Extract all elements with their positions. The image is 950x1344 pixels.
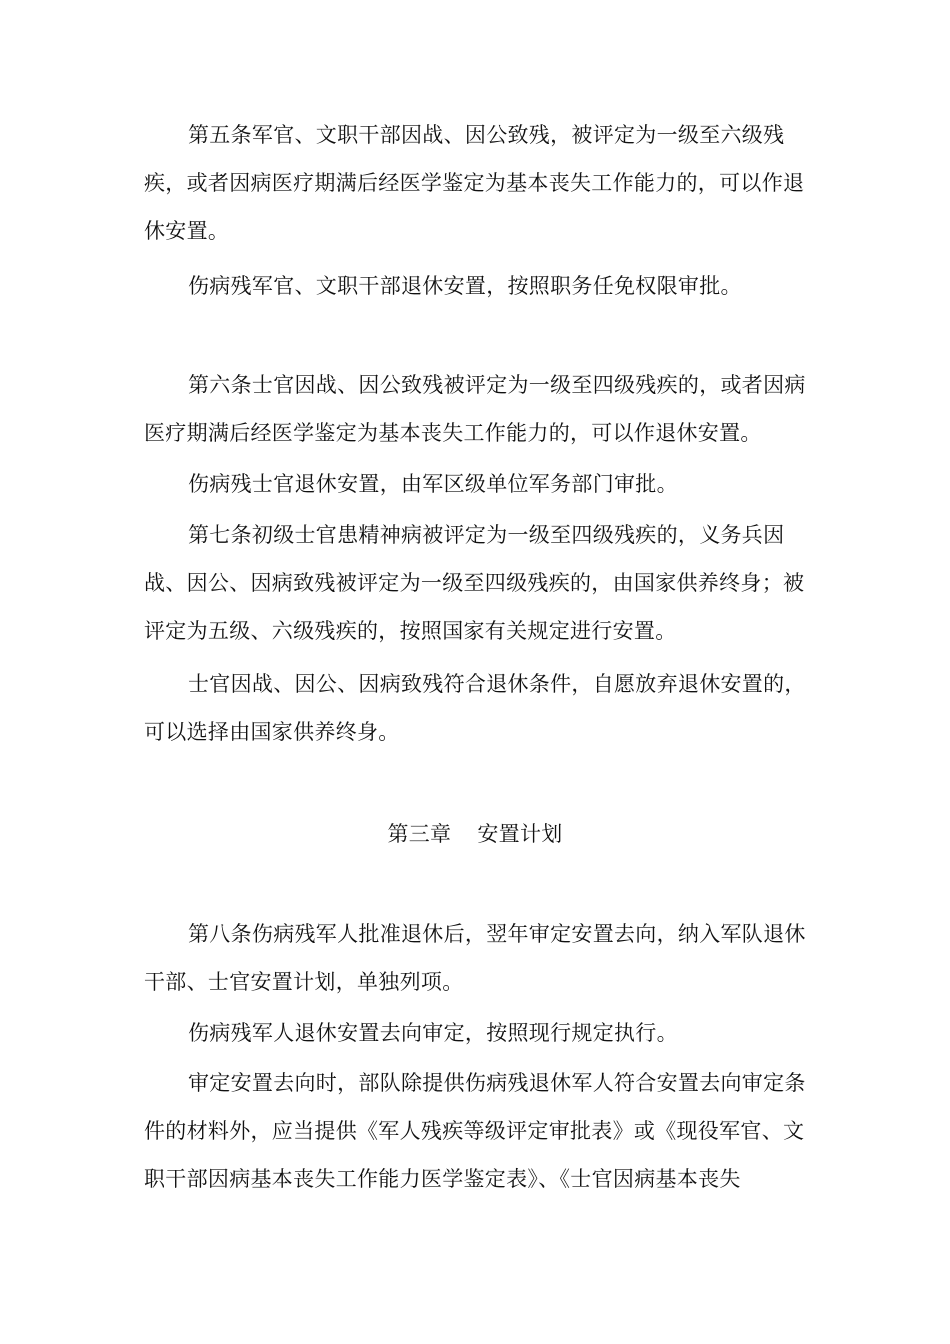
article-5-paragraph-2: 伤病残军官、文职干部退休安置，按照职务任免权限审批。 [188,274,742,298]
article-8-paragraph-3: 审定安置去向时，部队除提供伤病残退休军人符合安置去向审定条件的材料外，应当提供《军人残疾等级评定审批表》或《现役军官、文职干部因病基本丧失工作能力医学鉴定表》、《士官因病基本丧失 [144,1071,806,1191]
chapter-heading [0,810,950,858]
article-7-paragraph-2: 士官因战、因公、因病致残符合退休条件，自愿放弃退休安置的，可以选择由国家供养终身。 [144,672,806,744]
chapter-title: 安置计划 [477,822,563,846]
article-5-paragraph-1: 第五条军官、文职干部因战、因公致残，被评定为一级至六级残疾，或者因病医疗期满后经医学鉴定为基本丧失工作能力的，可以作退休安置。 [144,123,805,243]
article-7-paragraph-1: 第七条初级士官患精神病被评定为一级至四级残疾的，义务兵因战、因公、因病致残被评定为一级至四级残疾的，由国家供养终身；被评定为五级、六级残疾的，按照国家有关规定进行安置。 [144,523,805,643]
chapter-number: 第三章 [387,822,452,846]
article-6-paragraph-2: 伤病残士官退休安置，由军区级单位军务部门审批。 [188,472,678,496]
article-8-paragraph-2: 伤病残军人退休安置去向审定，按照现行规定执行。 [188,1021,678,1045]
article-8-paragraph-1: 第八条伤病残军人批准退休后，翌年审定安置去向，纳入军队退休干部、士官安置计划，单独列项。 [144,922,806,994]
article-6-paragraph-1: 第六条士官因战、因公致残被评定为一级至四级残疾的，或者因病医疗期满后经医学鉴定为基本丧失工作能力的，可以作退休安置。 [144,373,806,445]
